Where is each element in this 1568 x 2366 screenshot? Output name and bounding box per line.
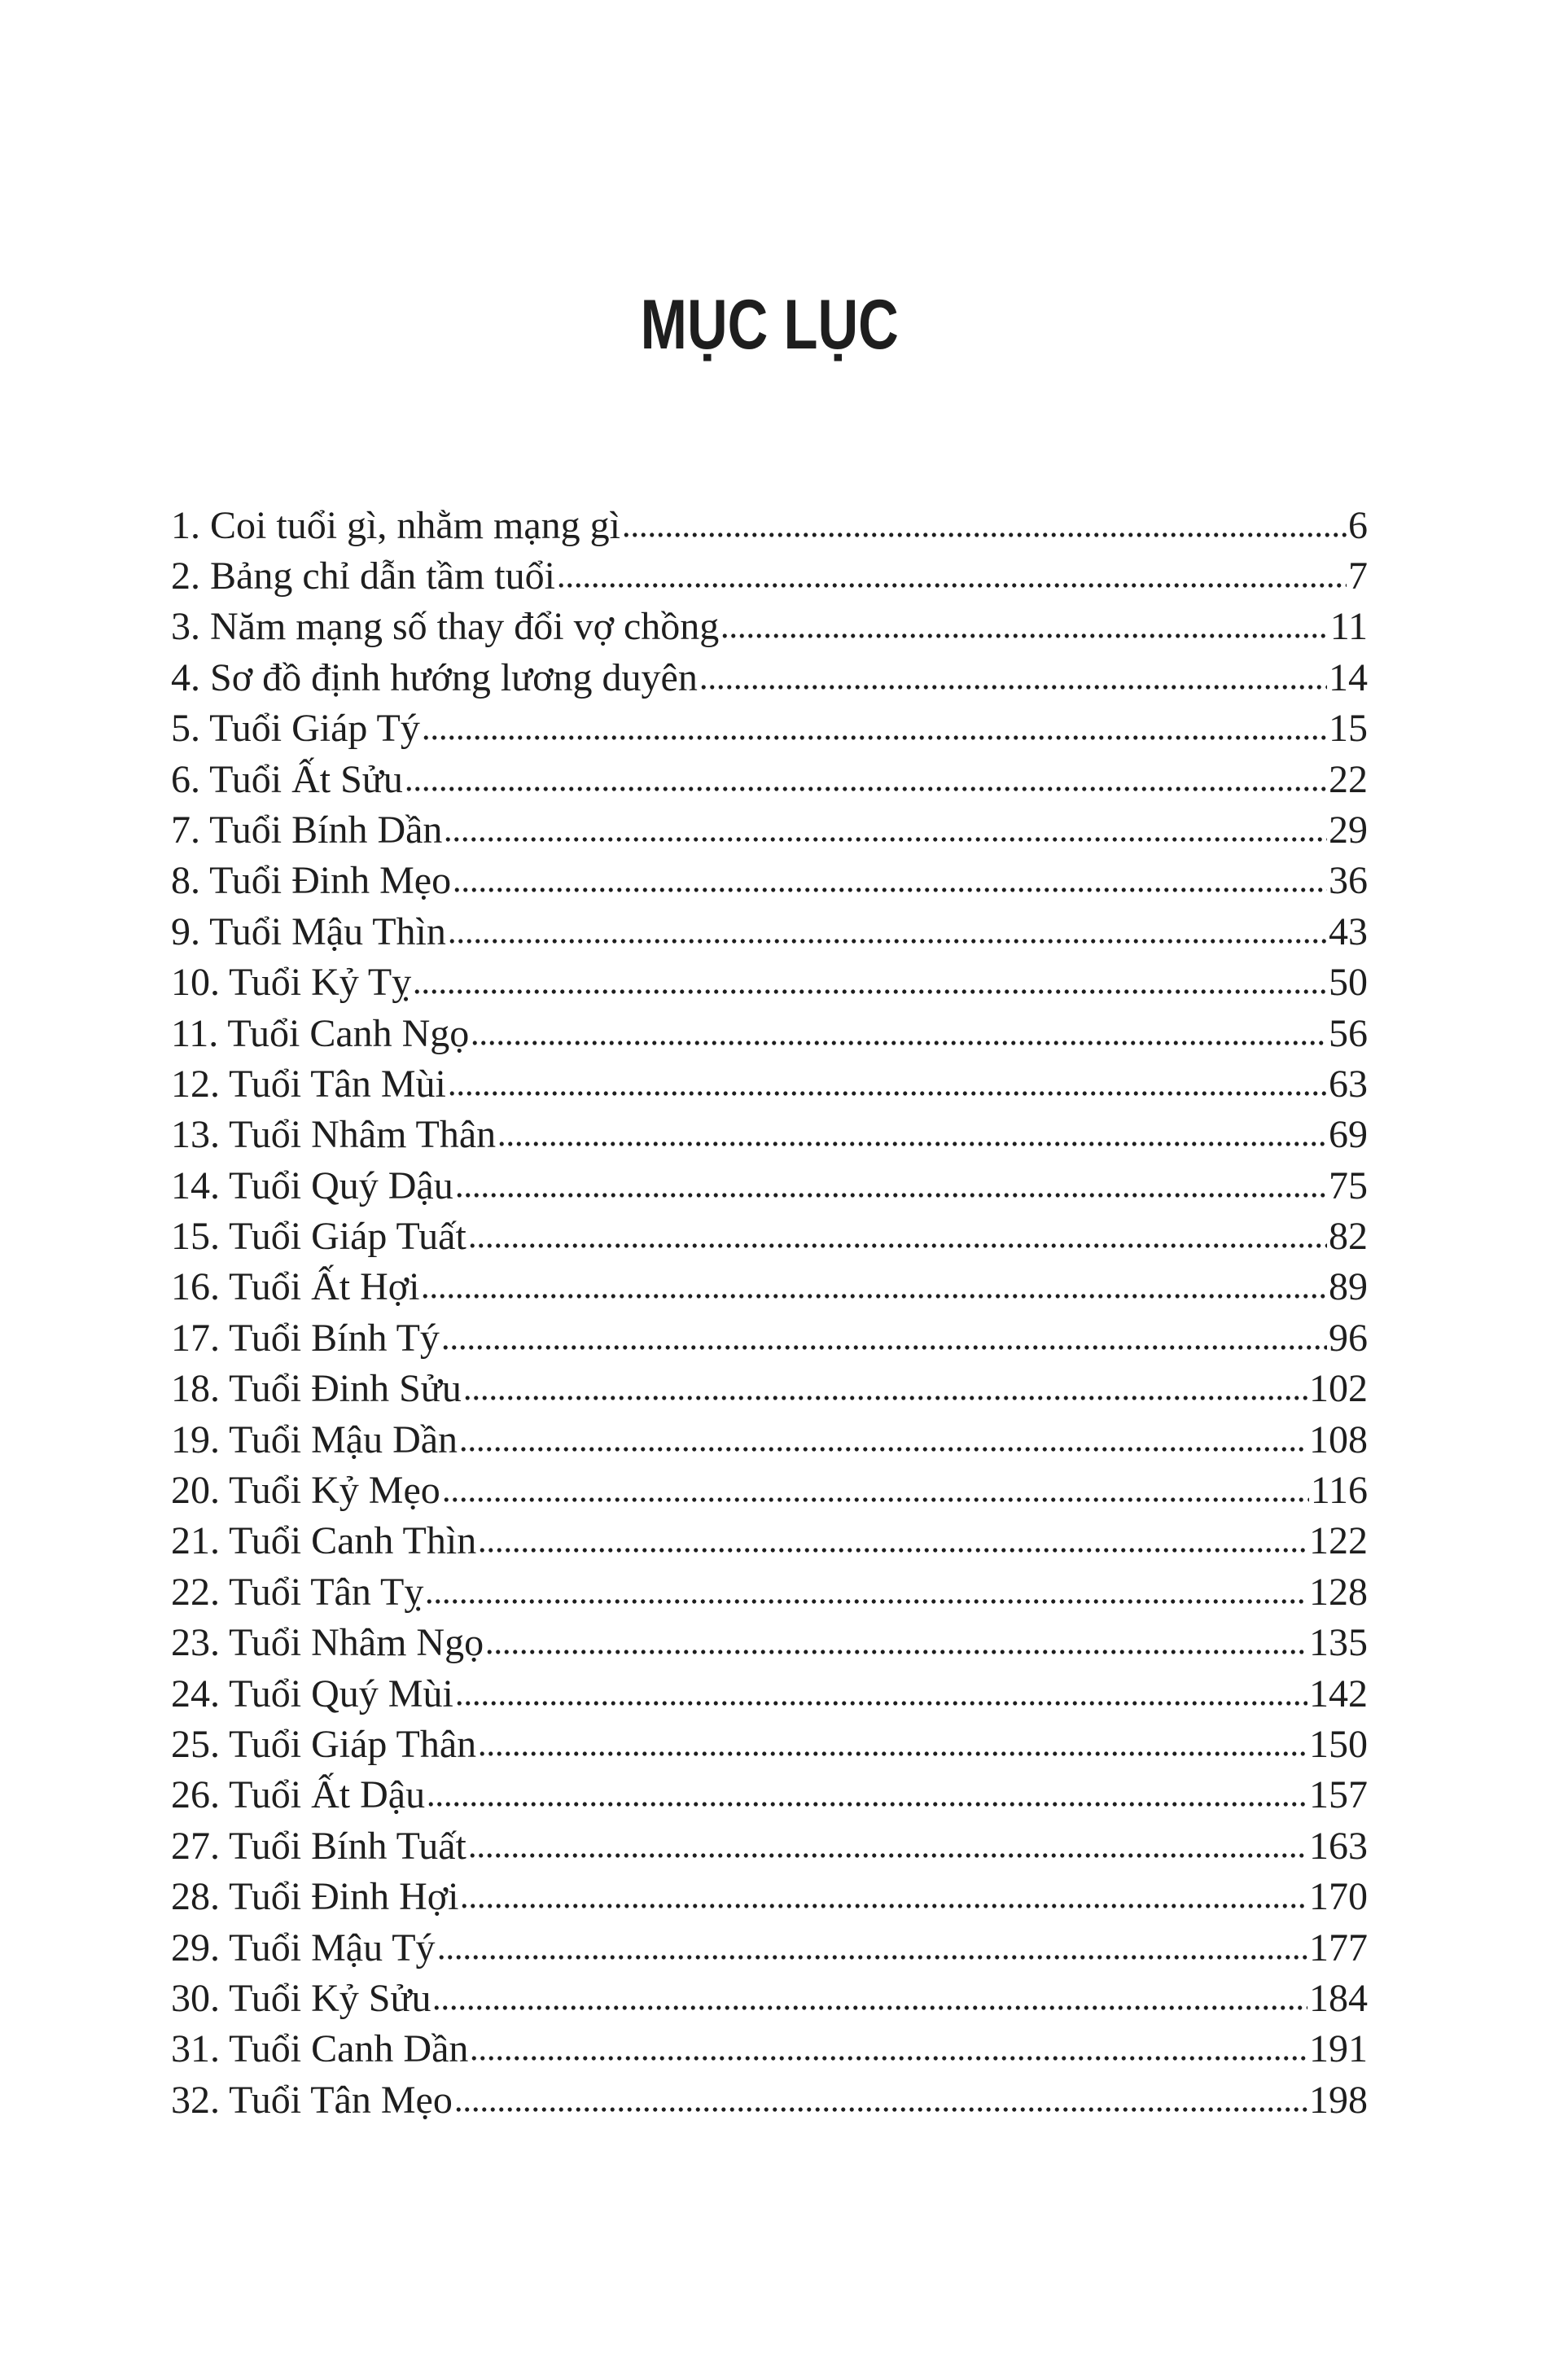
toc-row: [171, 2075, 1368, 2126]
toc-row: [171, 703, 1368, 754]
dot-leader: [441, 1344, 1327, 1351]
dot-leader: [422, 734, 1327, 741]
toc-row: [171, 1567, 1368, 1618]
toc-row: [171, 805, 1368, 856]
dot-leader: [448, 938, 1327, 944]
toc-row: [171, 957, 1368, 1008]
toc-entry-page: 116: [1310, 1469, 1368, 1513]
toc-row: [171, 1669, 1368, 1720]
toc-entry-label: 10. Tuổi Kỷ Tỵ: [171, 961, 412, 1005]
toc-entry-page: 75: [1329, 1163, 1368, 1207]
toc-entry-label: 21. Tuổi Canh Thìn: [171, 1519, 477, 1563]
dot-leader: [485, 1649, 1307, 1655]
toc-row: [171, 551, 1368, 602]
dot-leader: [699, 684, 1327, 690]
toc-entry-page: 56: [1329, 1011, 1368, 1055]
toc-entry-page: 50: [1329, 961, 1368, 1005]
toc-entry-page: 96: [1329, 1316, 1368, 1360]
dot-leader: [478, 1547, 1307, 1553]
toc-row: [171, 1009, 1368, 1059]
toc-entry-page: 11: [1329, 605, 1368, 649]
toc-entry-label: 5. Tuổi Giáp Tý: [171, 707, 420, 751]
toc-row: [171, 2024, 1368, 2075]
toc-entry-label: 2. Bảng chỉ dẫn tầm tuổi: [171, 554, 555, 598]
toc-row: [171, 1466, 1368, 1516]
toc-row: [171, 1110, 1368, 1160]
toc-entry-page: 122: [1309, 1519, 1368, 1563]
toc-entry-page: 198: [1309, 2078, 1368, 2122]
toc-entry-label: 13. Tuổi Nhâm Thân: [171, 1113, 497, 1157]
toc-entry-label: 4. Sơ đồ định hướng lương duyên: [171, 655, 698, 699]
toc-row: [171, 1415, 1368, 1466]
dot-leader: [413, 988, 1327, 995]
toc-row: [171, 602, 1368, 652]
toc-entry-page: 69: [1329, 1113, 1368, 1157]
toc-entry-page: 177: [1309, 1926, 1368, 1969]
toc-entry-label: 22. Tuổi Tân Tỵ: [171, 1570, 424, 1614]
toc-entry-page: 108: [1309, 1417, 1368, 1461]
toc-entry-label: 9. Tuổi Mậu Thìn: [171, 909, 446, 953]
toc-entry-label: 26. Tuổi Ất Dậu: [171, 1773, 426, 1817]
toc-entry-label: 1. Coi tuổi gì, nhằm mạng gì: [171, 503, 620, 547]
toc-entry-label: 12. Tuổi Tân Mùi: [171, 1062, 446, 1106]
toc-row: [171, 1211, 1368, 1262]
toc-entry-label: 27. Tuổi Bính Tuất: [171, 1824, 466, 1868]
dot-leader: [425, 1598, 1307, 1605]
toc-row: [171, 1720, 1368, 1770]
dot-leader: [442, 1496, 1309, 1503]
dot-leader: [405, 786, 1327, 792]
dot-leader: [470, 2055, 1307, 2061]
toc-entry-page: 142: [1309, 1672, 1368, 1715]
dot-leader: [460, 1903, 1307, 1909]
toc-entry-page: 163: [1309, 1824, 1368, 1868]
toc-row: [171, 755, 1368, 805]
dot-leader: [444, 836, 1327, 843]
toc-entry-label: 15. Tuổi Giáp Tuất: [171, 1215, 466, 1259]
dot-leader: [468, 1242, 1327, 1249]
toc-row: [171, 907, 1368, 957]
toc-entry-page: 29: [1329, 808, 1368, 852]
toc-row: [171, 501, 1368, 551]
toc-entry-label: 19. Tuổi Mậu Dần: [171, 1417, 458, 1461]
toc-row: [171, 1618, 1368, 1668]
dot-leader: [437, 1954, 1307, 1961]
toc-row: [171, 1161, 1368, 1211]
toc-entry-label: 7. Tuổi Bính Dần: [171, 808, 443, 852]
dot-leader: [497, 1141, 1327, 1147]
toc-row: [171, 1516, 1368, 1566]
toc-entry-label: 25. Tuổi Giáp Thân: [171, 1722, 477, 1766]
dot-leader: [455, 1192, 1327, 1198]
dot-leader: [468, 1852, 1307, 1859]
toc-entry-page: 82: [1329, 1215, 1368, 1259]
toc-entry-label: 30. Tuổi Kỷ Sửu: [171, 1976, 431, 2020]
toc-entry-label: 17. Tuổi Bính Tý: [171, 1316, 440, 1360]
toc-entry-page: 157: [1309, 1773, 1368, 1817]
toc-entry-page: 63: [1329, 1062, 1368, 1106]
page-title-text: MỤC LỤC: [640, 286, 899, 364]
toc-entry-page: 184: [1309, 1976, 1368, 2020]
toc-row: [171, 1364, 1368, 1414]
toc-entry-page: 36: [1329, 859, 1368, 903]
toc-entry-page: 7: [1348, 554, 1368, 598]
page-title: [171, 287, 1368, 364]
dot-leader: [454, 2106, 1307, 2113]
toc-entry-page: 135: [1309, 1621, 1368, 1665]
toc-row: [171, 1923, 1368, 1974]
dot-leader: [455, 1700, 1307, 1707]
dot-leader: [448, 1090, 1327, 1097]
toc-entry-page: 22: [1329, 757, 1368, 801]
dot-leader: [471, 1040, 1327, 1046]
toc-entry-label: 6. Tuổi Ất Sửu: [171, 757, 403, 801]
toc-entry-label: 8. Tuổi Đinh Mẹo: [171, 859, 452, 903]
dot-leader: [459, 1446, 1307, 1452]
toc-entry-label: 11. Tuổi Canh Ngọ: [171, 1011, 470, 1055]
dot-leader: [421, 1293, 1327, 1299]
toc-entry-label: 24. Tuổi Quý Mùi: [171, 1672, 453, 1715]
toc-row: [171, 653, 1368, 703]
toc-entry-label: 14. Tuổi Quý Dậu: [171, 1163, 453, 1207]
toc-entry-page: 89: [1329, 1265, 1368, 1309]
dot-leader: [720, 633, 1328, 639]
dot-leader: [432, 2005, 1307, 2011]
toc-entry-label: 18. Tuổi Đinh Sửu: [171, 1367, 462, 1411]
toc-entry-label: 28. Tuổi Đinh Hợi: [171, 1875, 459, 1919]
toc-entry-page: 15: [1329, 707, 1368, 751]
toc-entry-page: 170: [1309, 1875, 1368, 1919]
toc-row: [171, 1313, 1368, 1364]
dot-leader: [453, 887, 1327, 893]
toc-entry-label: 16. Tuổi Ất Hợi: [171, 1265, 420, 1309]
dot-leader: [463, 1395, 1307, 1401]
dot-leader: [622, 532, 1347, 538]
toc-row: [171, 1821, 1368, 1872]
toc-row: [171, 1872, 1368, 1922]
toc-entry-page: 191: [1309, 2027, 1368, 2071]
toc-entry-page: 150: [1309, 1722, 1368, 1766]
toc-row: [171, 1974, 1368, 2024]
toc-entry-label: 29. Tuổi Mậu Tý: [171, 1926, 436, 1969]
toc-entry-label: 31. Tuổi Canh Dần: [171, 2027, 469, 2071]
toc-row: [171, 1059, 1368, 1110]
toc-entry-label: 20. Tuổi Kỷ Mẹo: [171, 1469, 440, 1513]
toc-entry-label: 32. Tuổi Tân Mẹo: [171, 2078, 453, 2122]
toc-list: [171, 501, 1368, 2127]
toc-entry-label: 3. Năm mạng số thay đổi vợ chồng: [171, 605, 720, 649]
toc-entry-page: 102: [1309, 1367, 1368, 1411]
toc-entry-label: 23. Tuổi Nhâm Ngọ: [171, 1621, 484, 1665]
dot-leader: [557, 582, 1347, 589]
toc-entry-page: 43: [1329, 909, 1368, 953]
toc-row: [171, 1770, 1368, 1821]
toc-entry-page: 128: [1309, 1570, 1368, 1614]
dot-leader: [427, 1801, 1307, 1807]
toc-entry-page: 6: [1348, 503, 1368, 547]
dot-leader: [478, 1750, 1307, 1757]
toc-row: [171, 856, 1368, 906]
toc-entry-page: 14: [1329, 655, 1368, 699]
toc-row: [171, 1262, 1368, 1312]
